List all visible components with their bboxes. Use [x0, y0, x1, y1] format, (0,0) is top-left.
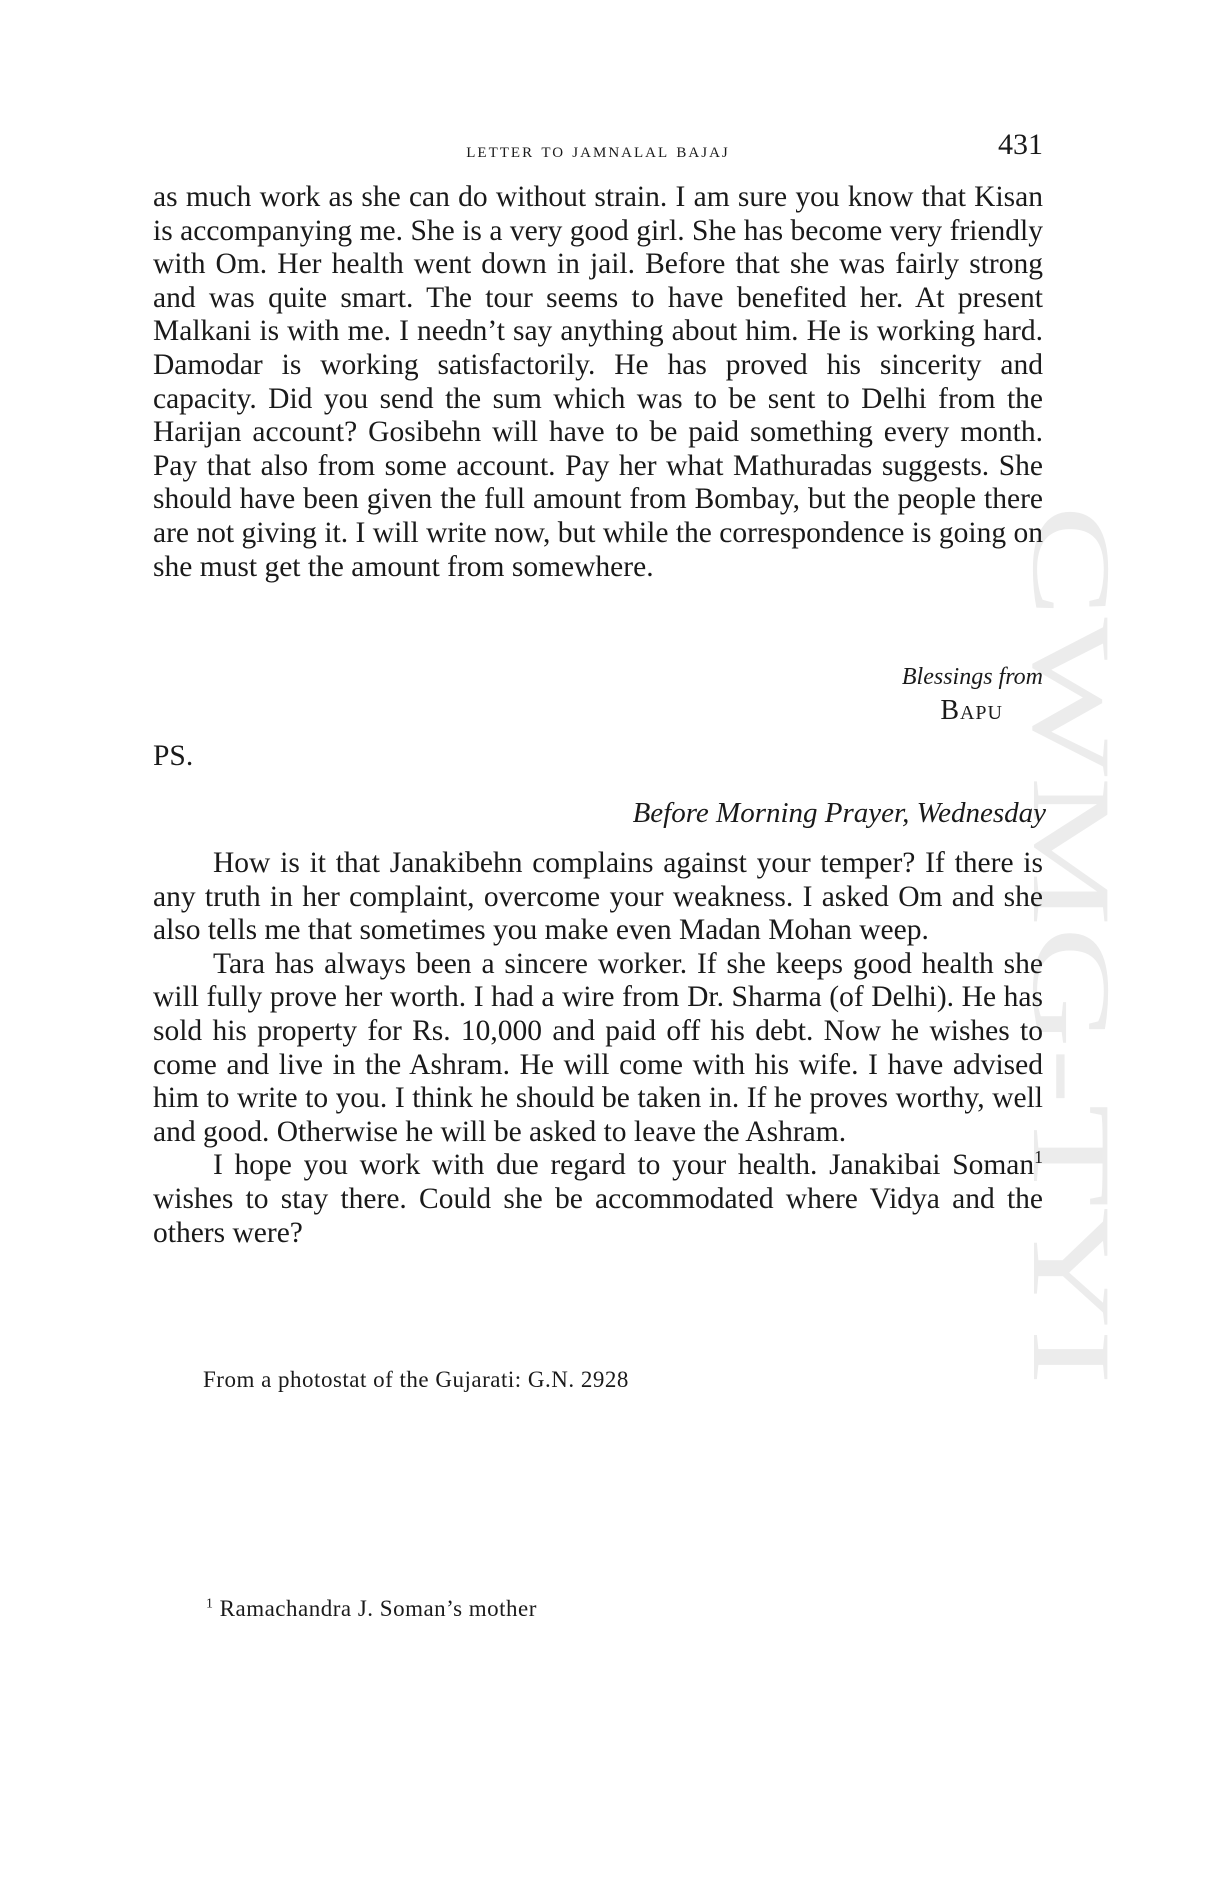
signature: Bapu	[940, 695, 1003, 726]
postscript-body	[153, 847, 1043, 1250]
page-number: 431	[998, 128, 1043, 161]
ps-paragraph-last	[153, 1149, 1043, 1250]
letter-paragraph: as much work as she can do without strain. I am sure you know that Kisan is accompanying me. She is a very good girl. She has become very friendly with Om. Her health went down in jail. Before that she was fairly strong and was quite smart. The tour seems to have benefited her. At present Malkani is with me. I needn’t say anything about him. He is working hard. Damodar is working satisfactorily. He has proved his sincerity and capacity. Did you send the sum which was to be sent to Delhi from the Harijan account? Gosibehn will have to be paid something every month. Pay that also from some account. Pay her what Mathuradas suggests. She should have been given the full amount from Bombay, but the people there are not giving it. I will write now, but while the correspondence is going on she must get the amount from somewhere.	[153, 181, 1043, 583]
footnote-text: Ramachandra J. Soman’s mother	[213, 1596, 537, 1621]
footnote-marker: 1	[206, 1595, 214, 1611]
watermark-text: CWMG-TYI	[1009, 505, 1133, 1090]
ps-label: PS.	[153, 740, 194, 772]
ps-text: wishes to stay there. Could she be accommodated where Vidya and the others were?	[153, 1182, 1043, 1249]
footnote	[206, 1596, 537, 1622]
footnote-reference: 1	[1034, 1147, 1043, 1168]
ps-dateline: Before Morning Prayer, Wednesday	[632, 797, 1046, 829]
source-note: From a photostat of the Gujarati: G.N. 2928	[203, 1367, 629, 1392]
letter-body	[153, 181, 1043, 584]
ps-text: I hope you work with due regard to your health. Janakibai Soman	[213, 1149, 1035, 1182]
blessings-line: Blessings from	[901, 664, 1043, 690]
ps-paragraph: How is it that Janakibehn complains against your temper? If there is any truth in her complaint, overcome your weakness. I asked Om and she also tells me that sometimes you make even Madan Mohan weep.	[153, 847, 1043, 947]
page-header	[153, 128, 1043, 168]
running-head: letter to jamnalal bajaj	[466, 138, 730, 162]
signoff	[902, 660, 1043, 728]
ps-paragraph: Tara has always been a sincere worker. If she keeps good health she will fully prove her worth. I had a wire from Dr. Sharma (of Delhi). He has sold his property for Rs. 10,000 and paid off his debt. Now he wishes to come and live in the Ashram. He will come with his wife. I have advised him to write to you. I think he should be taken in. If he proves worthy, well and good. Otherwise he will be asked to leave the Ashram.	[153, 947, 1043, 1148]
